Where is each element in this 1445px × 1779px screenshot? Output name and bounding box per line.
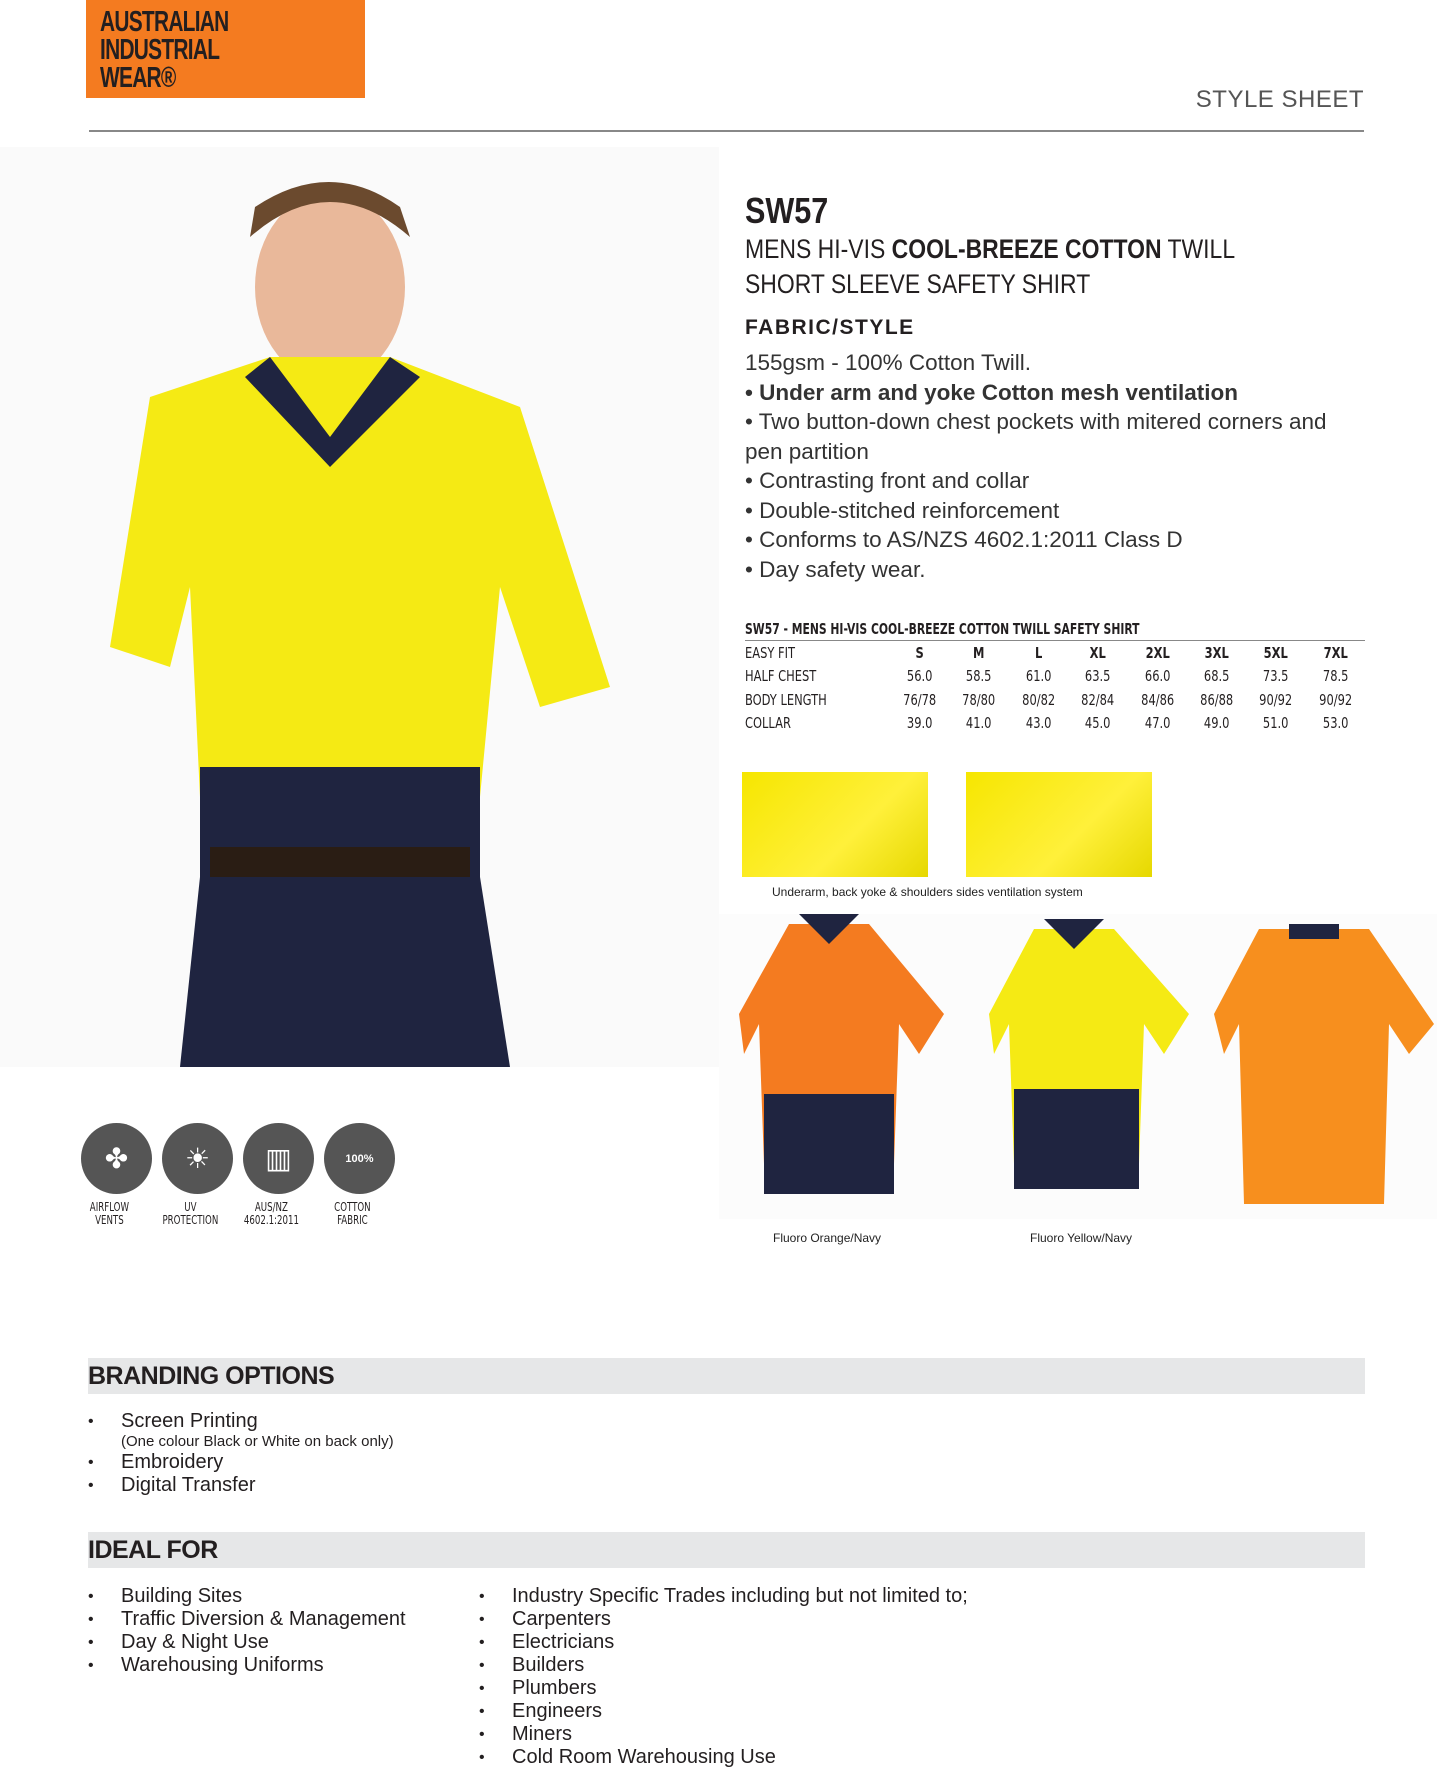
size-cell: 90/92	[1259, 690, 1293, 709]
fabric-line: • Conforms to AS/NZS 4602.1:2011 Class D	[745, 527, 1183, 552]
size-cell: 7XL	[1323, 643, 1348, 662]
size-cell: 73.5	[1263, 667, 1289, 686]
size-cell: M	[973, 643, 985, 662]
size-cell: S	[915, 643, 924, 662]
size-cell: 58.5	[966, 667, 992, 686]
logo-line: INDUSTRIAL	[100, 34, 220, 66]
size-cell: 86/88	[1200, 690, 1234, 709]
detail-caption: Underarm, back yoke & shoulders sides ventilation system	[772, 885, 1083, 899]
doc-type: STYLE SHEET	[1195, 86, 1364, 113]
size-cell: L	[1034, 643, 1043, 662]
feature-icons	[81, 1123, 395, 1227]
list-item: • Cold Room Warehousing Use	[479, 1746, 968, 1769]
colour-label: Fluoro Orange/Navy	[773, 1231, 882, 1245]
vest-icon: ▥	[243, 1123, 314, 1194]
name-highlight: COOL-BREEZE COTTON	[891, 234, 1162, 264]
size-cell: 47.0	[1144, 714, 1170, 733]
size-cell: 45.0	[1085, 714, 1111, 733]
ideal-for-heading: IDEAL FOR	[88, 1532, 1365, 1568]
size-row-label: HALF CHEST	[745, 667, 817, 686]
fabric-line: • Under arm and yoke Cotton mesh ventilation	[745, 379, 1238, 405]
list-item	[88, 1410, 394, 1451]
list-item: • Building Sites	[88, 1585, 406, 1608]
size-cell: 82/84	[1081, 690, 1115, 709]
list-item: • Industry Specific Trades including but not limited to;	[479, 1585, 968, 1608]
list-item: • Digital Transfer	[88, 1474, 394, 1497]
list-item: • Carpenters	[479, 1608, 968, 1631]
list-item: • Embroidery	[88, 1451, 394, 1474]
size-cell: 84/86	[1140, 690, 1174, 709]
feature-label: COTTON FABRIC	[334, 1200, 371, 1227]
size-row	[745, 665, 1365, 689]
fabric-heading: FABRIC/STYLE	[745, 316, 915, 339]
size-row	[745, 712, 1365, 736]
size-row-label: COLLAR	[745, 714, 791, 733]
name-part: MENS HI-VIS	[745, 234, 892, 264]
fabric-line: • Double-stitched reinforcement	[745, 497, 1060, 523]
feature-label: AUS/NZ 4602.1:2011	[243, 1200, 299, 1227]
size-cell: 90/92	[1318, 690, 1352, 709]
size-row-label: BODY LENGTH	[745, 690, 827, 709]
size-cell: 3XL	[1204, 643, 1229, 662]
model-photo	[0, 147, 719, 1067]
product-name-line2: SHORT SLEEVE SAFETY SHIRT	[745, 269, 1091, 299]
size-cell: 56.0	[906, 667, 933, 686]
size-cell: XL	[1089, 643, 1106, 662]
fabric-line: • Two button-down chest pockets with mitered corners and pen partition	[745, 409, 1327, 464]
shirt-orange-back	[1214, 924, 1434, 1204]
feature-cotton	[324, 1123, 395, 1227]
shirt-orange-navy	[739, 914, 944, 1194]
size-cell: 39.0	[906, 714, 933, 733]
feature-standard	[243, 1123, 314, 1227]
fabric-line: • Day safety wear.	[745, 556, 926, 582]
size-row-label: EASY FIT	[745, 643, 796, 662]
colour-label: Fluoro Yellow/Navy	[1030, 1231, 1133, 1245]
feature-label: UV PROTECTION	[162, 1200, 219, 1227]
size-cell: 78.5	[1322, 667, 1349, 686]
ventilation-detail-photos	[742, 772, 1152, 877]
list-item: • Warehousing Uniforms	[88, 1654, 406, 1677]
ideal-for-list-left	[88, 1585, 406, 1677]
size-table	[745, 620, 1365, 735]
size-cell: 63.5	[1085, 667, 1111, 686]
size-cell: 61.0	[1025, 667, 1052, 686]
size-cell: 76/78	[903, 690, 937, 709]
item-note: (One colour Black or White on back only)	[121, 1433, 394, 1450]
ideal-for-list-right	[479, 1585, 968, 1769]
yoke-photo	[966, 772, 1152, 877]
list-item: • Traffic Diversion & Management	[88, 1608, 406, 1631]
feature-airflow	[81, 1123, 152, 1227]
fabric-style	[745, 316, 1365, 584]
size-cell: 68.5	[1203, 667, 1230, 686]
size-cell: 2XL	[1145, 643, 1170, 662]
colour-variants	[719, 914, 1437, 1219]
uv-icon: ☀	[162, 1123, 233, 1194]
logo-line: WEAR®	[100, 62, 176, 94]
size-cell: 49.0	[1203, 714, 1230, 733]
underarm-photo	[742, 772, 928, 877]
size-cell: 43.0	[1025, 714, 1052, 733]
size-row	[745, 641, 1365, 665]
feature-uv	[162, 1123, 233, 1227]
header-divider	[89, 130, 1364, 132]
size-cell: 51.0	[1263, 714, 1289, 733]
list-item: • Builders	[479, 1654, 968, 1677]
item-label: Screen Printing	[121, 1410, 258, 1432]
size-cell: 5XL	[1263, 643, 1289, 662]
product-name-line1	[745, 232, 1235, 267]
fabric-line: • Contrasting front and collar	[745, 468, 1030, 493]
list-item: • Plumbers	[479, 1677, 968, 1700]
fabric-line: 155gsm - 100% Cotton Twill.	[745, 350, 1031, 375]
list-item: • Miners	[479, 1723, 968, 1746]
feature-label: AIRFLOW VENTS	[89, 1200, 130, 1227]
airflow-icon: ✤	[81, 1123, 152, 1194]
name-part: TWILL	[1161, 234, 1236, 264]
logo-line: AUSTRALIAN	[100, 6, 229, 38]
size-cell: 41.0	[966, 714, 992, 733]
product-title	[745, 190, 1322, 302]
branding-list	[88, 1410, 394, 1497]
list-item: • Day & Night Use	[88, 1631, 406, 1654]
list-item: • Electricians	[479, 1631, 968, 1654]
product-code: SW57	[745, 190, 829, 231]
size-row	[745, 688, 1365, 712]
size-cell: 80/82	[1021, 690, 1055, 709]
shirt-yellow-navy	[989, 919, 1189, 1189]
size-cell: 66.0	[1144, 667, 1170, 686]
brand-logo	[86, 0, 365, 98]
size-table-title: SW57 - MENS HI-VIS COOL-BREEZE COTTON TWILL SAFETY SHIRT	[745, 620, 1365, 641]
list-item: • Engineers	[479, 1700, 968, 1723]
branding-heading: BRANDING OPTIONS	[88, 1358, 1365, 1394]
size-cell: 78/80	[962, 690, 996, 709]
size-cell: 53.0	[1322, 714, 1349, 733]
cotton-icon: 100%	[324, 1123, 395, 1194]
